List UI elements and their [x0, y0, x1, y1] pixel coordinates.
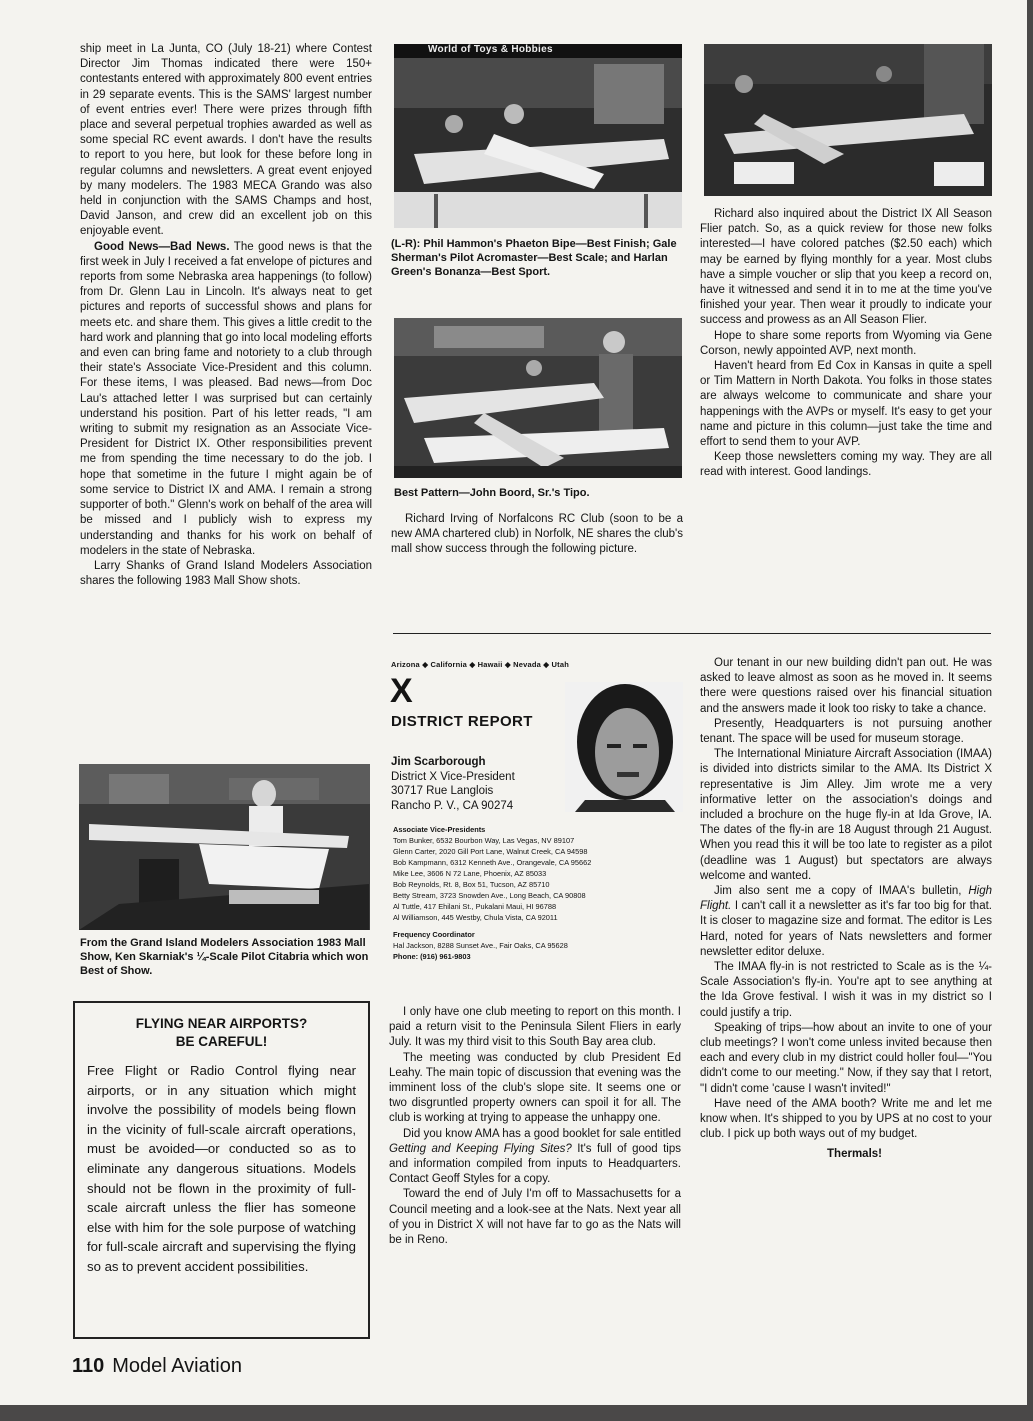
state-label: California: [430, 660, 468, 669]
portrait-photo: [565, 682, 683, 812]
box-text: Free Flight or Radio Control flying near airports, or in any situation which might involve the possibility of models being flown in the vicinity of full-scale aircraft operations, must be avoided—or conducted so as to eliminate any dangerous situations. Models should not be flown in the proximity of full-scale aircraft unless the flier has someone else with him for the sole purpose of watching for full-scale aircraft and supervising the flying so as to prevent accident possibilities.: [87, 1063, 356, 1274]
paragraph: Hope to share some reports from Wyoming via Gene Corson, newly appointed AVP, next month.: [700, 329, 992, 357]
avp-heading: Associate Vice-Presidents: [393, 825, 486, 834]
sign-off: Thermals!: [827, 1147, 882, 1160]
store-sign: World of Toys & Hobbies: [428, 44, 553, 55]
vp-name: Jim Scarborough: [391, 756, 486, 768]
vp-role: District X Vice-President: [391, 770, 515, 783]
booklet-title: Getting and Keeping Flying Sites?: [389, 1142, 572, 1155]
paragraph-body: It's full of good tips and information compiled from inputs to Headquarters. Contact Geoff Styles for a copy.: [389, 1142, 681, 1186]
column-3-bottom-text: [700, 656, 992, 1162]
paragraph-body: Did you know AMA has a good booklet for sale entitled: [403, 1127, 681, 1140]
page-number: 110: [72, 1355, 105, 1377]
paragraph: ship meet in La Junta, CO (July 18-21) where Contest Director Jim Thomas indicated there were 150+ contestants entered with approximately 800 event entries in 29 separate events. This is the SAMS' largest number of event entries ever! There were prizes through fifth place and several perpetual trophies awarded as well as some special RC event awards. I don't have the results to report to you here, but look for these before long in regular columns and newsletters. A great event enjoyed by many modelers. The 1983 MECA Grando was also held in conjunction with the SAMS Champs and host, David Janson, and crew did an excellent job on this enjoyable event.: [80, 43, 372, 238]
avp-entry: Bob Reynolds, Rt. 8, Box 51, Tucson, AZ 85710: [393, 880, 550, 889]
paragraph-body: Jim also sent me a copy of IMAA's bulletin,: [714, 885, 969, 898]
column-2-bottom-text: [389, 1005, 681, 1248]
district-numeral: X: [390, 672, 413, 710]
photo-mall-show-2: [394, 318, 682, 478]
photo-caption: From the Grand Island Modelers Association 1983 Mall Show, Ken Skarniak's ¼-Scale Pilot Citabria which won Best of Show.: [80, 937, 369, 977]
avp-entry: Betty Stream, 3723 Snowden Ave., Long Beach, CA 90808: [393, 891, 586, 900]
photo-caption: (L-R): Phil Hammon's Phaeton Bipe—Best Finish; Gale Sherman's Pilot Acromaster—Best Scale; and Harlan Green's Bonanza—Best Sport.: [391, 238, 677, 278]
paragraph: [80, 240, 372, 559]
vp-street: 30717 Rue Langlois: [391, 785, 494, 797]
frequency-heading: Frequency Coordinator: [393, 930, 475, 939]
district-states: Arizona ◆ California ◆ Hawaii ◆ Nevada ◆ Utah: [391, 660, 570, 669]
photo-citabria: [79, 764, 370, 930]
paragraph: I only have one club meeting to report on this month. I paid a return visit to the Peninsula Silent Fliers in early July. It was my third visit to this South Bay area club.: [389, 1006, 681, 1049]
box-title: [87, 1015, 356, 1051]
paragraph-body: The good news is that the first week in July I received a fat envelope of pictures and reports from some Nebraska area happenings (to follow) from Dr. Glenn Lau in Lincoln. It's always neat to get pictures and reports of successful shows and plans for meets etc. and share them. This gives a little credit to the hard work and planning that go into local modeling efforts and even can bring fame and notoriety to a club through their state's Associate Vice-President and this column. For these items, I was pleased. Bad news—from Doc Lau's attached letter I was surprised but can certainly understand his position. Part of his letter reads, "I am writing to submit my resignation as an Associate Vice-President for District IX. Other responsibilities prevent me from spending the time necessary to do the job. I hope that sometime in the future I might again be of some service to District IX and AMA. I remain a strong supporter of both." Glenn's work on behalf of the area will be missed and I publicly wish to express my understanding and thanks for his work on behalf of modelers in the state of Nebraska.: [80, 240, 372, 557]
photo-mall-show-3: [704, 44, 992, 196]
avp-entry: Al Williamson, 445 Westby, Chula Vista, CA 92011: [393, 913, 558, 922]
paragraph: Richard also inquired about the District IX All Season Flier patch. So, as a quick review for those new folks interested—I have colored patches ($2.50 each) which may be earned by flying monthly for a year. Most clubs have a simple voucher or slip that you keep a record on, have it witnessed and send it in to me at the time you've finished your year. Then wear it proudly to indicate your success and prowess as an All Season Flier.: [700, 208, 992, 327]
avp-entry: Bob Kampmann, 6312 Kenneth Ave., Orangevale, CA 95662: [393, 858, 592, 867]
state-label: Hawaii: [477, 660, 503, 669]
column-2-text: [391, 512, 683, 558]
paragraph: The IMAA fly-in is not restricted to Scale as is the ¼-Scale Association's fly-in. You're apt to see anything at the Ida Grove festival. I wish it was in my district so I could justify a trip.: [700, 961, 992, 1019]
state-label: Arizona: [391, 660, 420, 669]
paragraph: Larry Shanks of Grand Island Modelers Association shares the following 1983 Mall Show shots.: [80, 559, 372, 588]
paragraph: The meeting was conducted by club President Ed Leahy. The main topic of discussion that evening was the imminent loss of the club's slope site. It seems one or two disgruntled property owners can spoil it for all. The club is working at trying to appease the unhappy one.: [389, 1051, 681, 1125]
avp-list: [393, 824, 685, 962]
frequency-phone: Phone: (916) 961-9803: [393, 952, 471, 961]
paragraph-body: I can't call it a newsletter as it's far too big for that. It is closer to magazine size and format. The editor is Les Hard, noted for years of Nats newsletters and former newsletter editor deluxe.: [700, 900, 992, 958]
page-footer: [72, 1355, 242, 1378]
paragraph-lead: Good News—Bad News.: [94, 240, 230, 253]
paragraph: Toward the end of July I'm off to Massachusetts for a Council meeting and a look-see at the Nats. Next year all of you in District X will not have far to go as the Nats will be in Reno.: [389, 1188, 681, 1247]
box-title-line: FLYING NEAR AIRPORTS?: [135, 1016, 308, 1031]
column-3-text: [700, 207, 992, 481]
paragraph: The International Miniature Aircraft Association (IMAA) is divided into districts similar to the AMA. Its District X representative is Jim Alley. Jim wrote me a very informative letter on the association's doings and included a brochure on the huge fly-in at Ida Grove, IA. The dates of the fly-in are 18 August through 21 August. When you read this it will be too late to register as a pilot (deadline was 1 August) but spectators are always welcome and wanted.: [700, 748, 992, 882]
avp-entry: Tom Bunker, 6532 Bourbon Way, Las Vegas, NV 89107: [393, 836, 575, 845]
column-1-text: [80, 42, 372, 589]
paragraph: Have need of the AMA booth? Write me and let me know when. It's shipped to you by UPS at no cost to your club. I pick up both ways out of my budget.: [700, 1097, 992, 1141]
avp-entry: Mike Lee, 3606 N 72 Lane, Phoenix, AZ 85033: [393, 869, 547, 878]
paragraph: [700, 884, 992, 960]
photo-mall-show-1: [394, 44, 682, 228]
bulletin-title: High Flight.: [700, 885, 992, 913]
paragraph: Haven't heard from Ed Cox in Kansas in quite a spell or Tim Mattern in North Dakota. You folks in those states are always welcome to communicate and share your happenings with the AVPs or myself. It's easy to get your name and picture in this column—just take the time and effort to send them to your AVP.: [700, 360, 992, 449]
magazine-name: Model Aviation: [112, 1355, 242, 1377]
paragraph: [389, 1127, 681, 1188]
avp-entry: Al Tuttle, 417 Ehilani St., Pukalani Maui, HI 96788: [393, 902, 557, 911]
airport-warning-box: [73, 1001, 370, 1339]
state-label: Nevada: [513, 660, 541, 669]
paragraph: Presently, Headquarters is not pursuing another tenant. The space will be used for museum storage.: [700, 717, 992, 746]
paragraph: Speaking of trips—how about an invite to one of your club meetings? I won't come unless invited because then each and every club in my district could holler foul—"You didn't come to our meeting." Now, if they say that I retort, "I didn't come 'cause I wasn't invited!": [700, 1021, 992, 1095]
district-report-title: DISTRICT REPORT: [391, 713, 533, 730]
paragraph: Keep those newsletters coming my way. They are all read with interest. Good landings.: [700, 451, 992, 479]
state-label: Utah: [551, 660, 570, 669]
vp-city: Rancho P. V., CA 90274: [391, 799, 514, 812]
frequency-coordinator: Hal Jackson, 8288 Sunset Ave., Fair Oaks, CA 95628: [393, 941, 568, 950]
photo-caption: Best Pattern—John Boord, Sr.'s Tipo.: [394, 487, 590, 499]
district-vp-address: [391, 755, 515, 813]
paragraph: Richard Irving of Norfalcons RC Club (soon to be a new AMA chartered club) in Norfolk, NE shares the club's mall show success through the following picture.: [391, 513, 683, 556]
paragraph: Our tenant in our new building didn't pan out. He was asked to leave almost as soon as he moved in. It seems there were questions raised over his financial situation and the answers made it look too risky to take a chance.: [700, 657, 992, 715]
section-divider: [393, 633, 991, 634]
avp-entry: Glenn Carter, 2020 Gill Port Lane, Walnut Creek, CA 94598: [393, 847, 588, 856]
box-title-line: BE CAREFUL!: [175, 1034, 268, 1049]
